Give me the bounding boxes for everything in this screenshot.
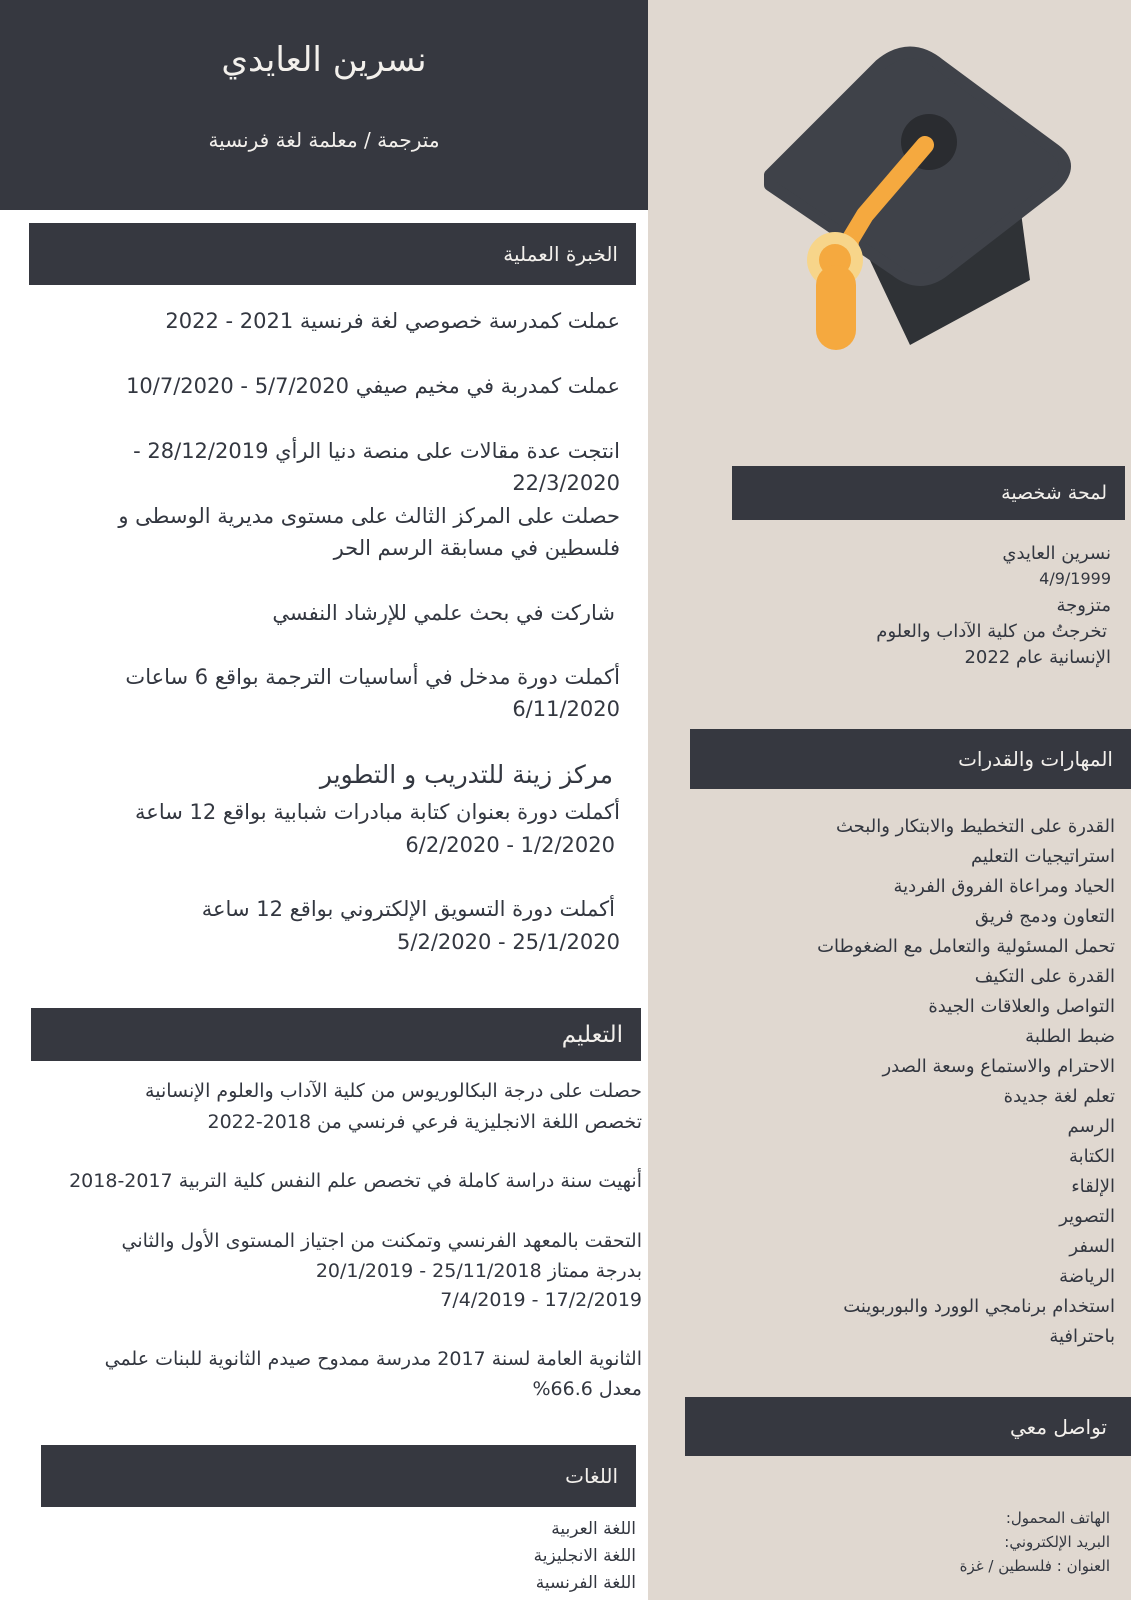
skill-item: الاحترام والاستماع وسعة الصدر (882, 1056, 1115, 1077)
skills-heading: المهارات والقدرات (958, 747, 1113, 771)
contact-address: العنوان : فلسطين / غزة (959, 1557, 1110, 1575)
experience-heading: الخبرة العملية (503, 242, 618, 266)
education-line: أنهيت سنة دراسة كاملة في تخصص علم النفس كلية التربية 2017-2018 (69, 1170, 642, 1192)
education-line: التحقت بالمعهد الفرنسي وتمكنت من اجتياز المستوى الأول والثاني (121, 1230, 642, 1252)
experience-heading-bar (29, 223, 636, 285)
skill-item: ضبط الطلبة (1025, 1026, 1115, 1047)
experience-line: فلسطين في مسابقة الرسم الحر (333, 536, 620, 560)
languages-heading: اللغات (565, 1464, 618, 1488)
profile-line: متزوجة (1056, 595, 1111, 616)
education-line: بدرجة ممتاز 25/11/2018 - 20/1/2019 (315, 1260, 642, 1282)
education-line: تخصص اللغة الانجليزية فرعي فرنسي من 2018-2022 (207, 1111, 642, 1133)
skill-item: الرياضة (1059, 1266, 1115, 1287)
experience-line: حصلت على المركز الثالث على مستوى مديرية الوسطى و (118, 504, 620, 528)
skill-item: استراتيجيات التعليم (970, 846, 1115, 867)
experience-line: 22/3/2020 (512, 471, 620, 495)
contact-phone-label: الهاتف المحمول: (1005, 1509, 1110, 1527)
skill-item: تحمل المسئولية والتعامل مع الضغوطات (817, 936, 1115, 957)
profile-line: نسرين العايدي (1002, 543, 1111, 564)
education-heading: التعليم (561, 1021, 623, 1048)
language-item: اللغة الانجليزية (533, 1546, 636, 1566)
education-heading-bar (31, 1008, 641, 1061)
skill-item: التصوير (1059, 1206, 1115, 1227)
skill-item: التعاون ودمج فريق (975, 906, 1115, 927)
experience-line: أكملت دورة التسويق الإلكتروني بواقع 12 ساعة (201, 897, 615, 921)
skill-item: الإلقاء (1071, 1176, 1115, 1197)
education-line: الثانوية العامة لسنة 2017 مدرسة ممدوح صيدم الثانوية للبنات علمي (104, 1348, 642, 1370)
skills-heading-bar (690, 729, 1131, 789)
profile-heading-bar (732, 466, 1125, 520)
experience-line: 6/11/2020 (512, 697, 620, 721)
skill-item: الرسم (1067, 1116, 1115, 1137)
experience-line: انتجت عدة مقالات على منصة دنيا الرأي 28/12/2019 - (133, 439, 620, 463)
contact-heading: تواصل معي (1010, 1414, 1107, 1439)
resume-name: نسرين العايدي (221, 40, 427, 80)
skill-item: تعلم لغة جديدة (1003, 1086, 1115, 1107)
contact-heading-bar (685, 1397, 1131, 1456)
experience-line: 25/1/2020 - 5/2/2020 (397, 930, 620, 954)
skill-item: باحترافية (1049, 1326, 1115, 1347)
resume-role: مترجمة / معلمة لغة فرنسية (208, 128, 440, 152)
experience-line: أكملت دورة مدخل في أساسيات الترجمة بواقع 6 ساعات (125, 665, 620, 689)
skill-item: السفر (1069, 1236, 1115, 1257)
skill-item: التواصل والعلاقات الجيدة (928, 996, 1115, 1017)
tassel-fringe (816, 265, 856, 350)
experience-line: عملت كمدرسة خصوصي لغة فرنسية 2021 - 2022 (165, 309, 620, 333)
experience-subheading: مركز زينة للتدريب و التطوير (319, 760, 613, 789)
profile-heading: لمحة شخصية (1001, 482, 1107, 504)
languages-heading-bar (41, 1445, 636, 1507)
profile-line: الإنسانية عام 2022 (964, 647, 1111, 668)
skill-item: الكتابة (1068, 1146, 1115, 1167)
experience-line: 1/2/2020 - 6/2/2020 (405, 833, 615, 857)
profile-line: 4/9/1999 (1039, 569, 1111, 588)
education-line: حصلت على درجة البكالوريوس من كلية الآداب والعلوم الإنسانية (145, 1080, 642, 1102)
skill-item: القدرة على التخطيط والابتكار والبحث (836, 816, 1115, 837)
language-item: اللغة الفرنسية (535, 1573, 636, 1593)
contact-email-label: البريد الإلكتروني: (1004, 1533, 1110, 1551)
experience-line: شاركت في بحث علمي للإرشاد النفسي (272, 601, 615, 625)
skill-item: القدرة على التكيف (974, 966, 1115, 987)
skill-item: استخدام برنامجي الوورد والبوربوينت (843, 1296, 1115, 1317)
graduation-cap-icon (760, 25, 1090, 360)
skill-item: الحياد ومراعاة الفروق الفردية (893, 876, 1115, 897)
header (0, 0, 648, 210)
profile-line: تخرجتُ من كلية الآداب والعلوم (876, 621, 1107, 642)
experience-line: عملت كمدربة في مخيم صيفي 5/7/2020 - 10/7/2020 (126, 374, 620, 398)
language-item: اللغة العربية (551, 1519, 636, 1539)
experience-line: أكملت دورة بعنوان كتابة مبادرات شبابية بواقع 12 ساعة (135, 800, 620, 824)
education-line: معدل 66.6% (532, 1378, 642, 1400)
education-line: 17/2/2019 - 7/4/2019 (440, 1289, 642, 1311)
